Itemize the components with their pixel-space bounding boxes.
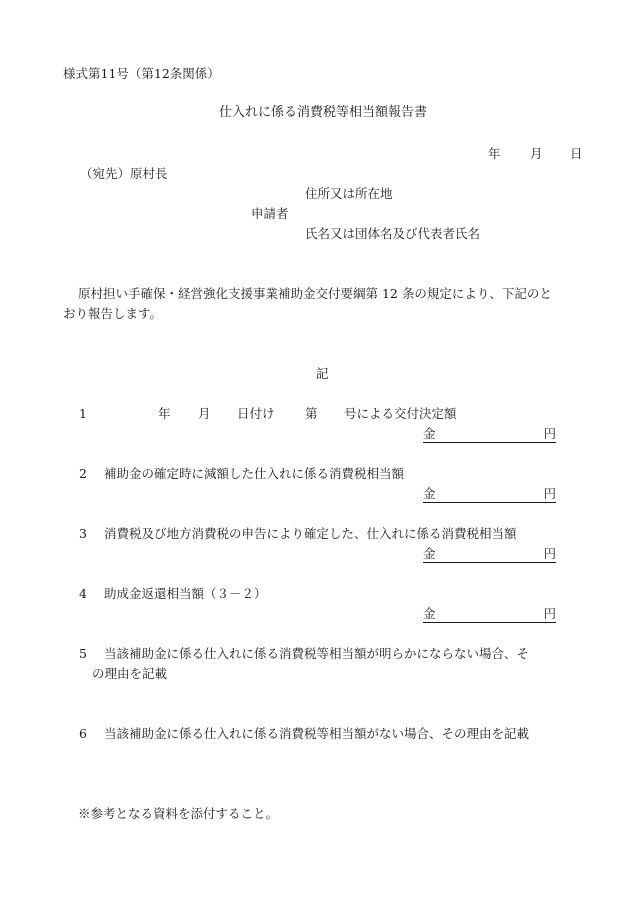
applicant-label: 申請者 <box>251 206 289 221</box>
date-year: 年 <box>488 146 501 161</box>
kin-label: 金 <box>423 426 436 441</box>
item-number: 1 <box>79 406 87 421</box>
item-text: 当該補助金に係る仕入れに係る消費税等相当額がない場合、その理由を記載 <box>104 726 530 741</box>
item-text-line-1: 当該補助金に係る仕入れに係る消費税等相当額が明らかにならない場合、そ <box>104 646 530 661</box>
item-number: 2 <box>79 466 87 481</box>
date-day: 日 <box>570 146 583 161</box>
date-month: 月 <box>530 146 543 161</box>
form-number: 様式第11号（第12条関係） <box>63 66 220 81</box>
item-1-go: 号による交付決定額 <box>344 406 457 421</box>
addressee: （宛先）原村長 <box>80 166 168 181</box>
item-text: 補助金の確定時に減額した仕入れに係る消費税相当額 <box>104 466 405 481</box>
item-1-year: 年 <box>158 406 171 421</box>
intro-line-2: おり報告します。 <box>63 306 163 321</box>
amount-field <box>423 606 556 623</box>
kin-label: 金 <box>423 546 436 561</box>
item-number: 4 <box>79 586 87 601</box>
item-1-dated: 日付け <box>237 406 275 421</box>
item-text: 消費税及び地方消費税の申告により確定した、仕入れに係る消費税相当額 <box>104 526 517 541</box>
yen-label: 円 <box>543 606 556 621</box>
yen-label: 円 <box>543 546 556 561</box>
item-text: 助成金返還相当額（３－２） <box>104 586 267 601</box>
attachment-note: ※参考となる資料を添付すること。 <box>78 806 279 821</box>
yen-label: 円 <box>543 486 556 501</box>
ki-heading: 記 <box>316 366 329 381</box>
item-number: 5 <box>79 646 87 661</box>
applicant-name-label: 氏名又は団体名及び代表者氏名 <box>305 226 481 241</box>
amount-field <box>423 486 556 503</box>
yen-label: 円 <box>543 426 556 441</box>
document-title: 仕入れに係る消費税等相当額報告書 <box>219 105 428 120</box>
kin-label: 金 <box>423 486 436 501</box>
applicant-address-label: 住所又は所在地 <box>305 186 393 201</box>
item-1-month: 月 <box>198 406 211 421</box>
item-number: 6 <box>79 726 87 741</box>
amount-field <box>423 426 556 443</box>
amount-field <box>423 546 556 563</box>
item-number: 3 <box>79 526 87 541</box>
item-text-line-2: の理由を記載 <box>92 666 168 681</box>
kin-label: 金 <box>423 606 436 621</box>
intro-line-1: 原村担い手確保・経営強化支援事業補助金交付要綱第 12 条の規定により、下記のと <box>78 286 552 301</box>
item-1-dai: 第 <box>305 406 318 421</box>
